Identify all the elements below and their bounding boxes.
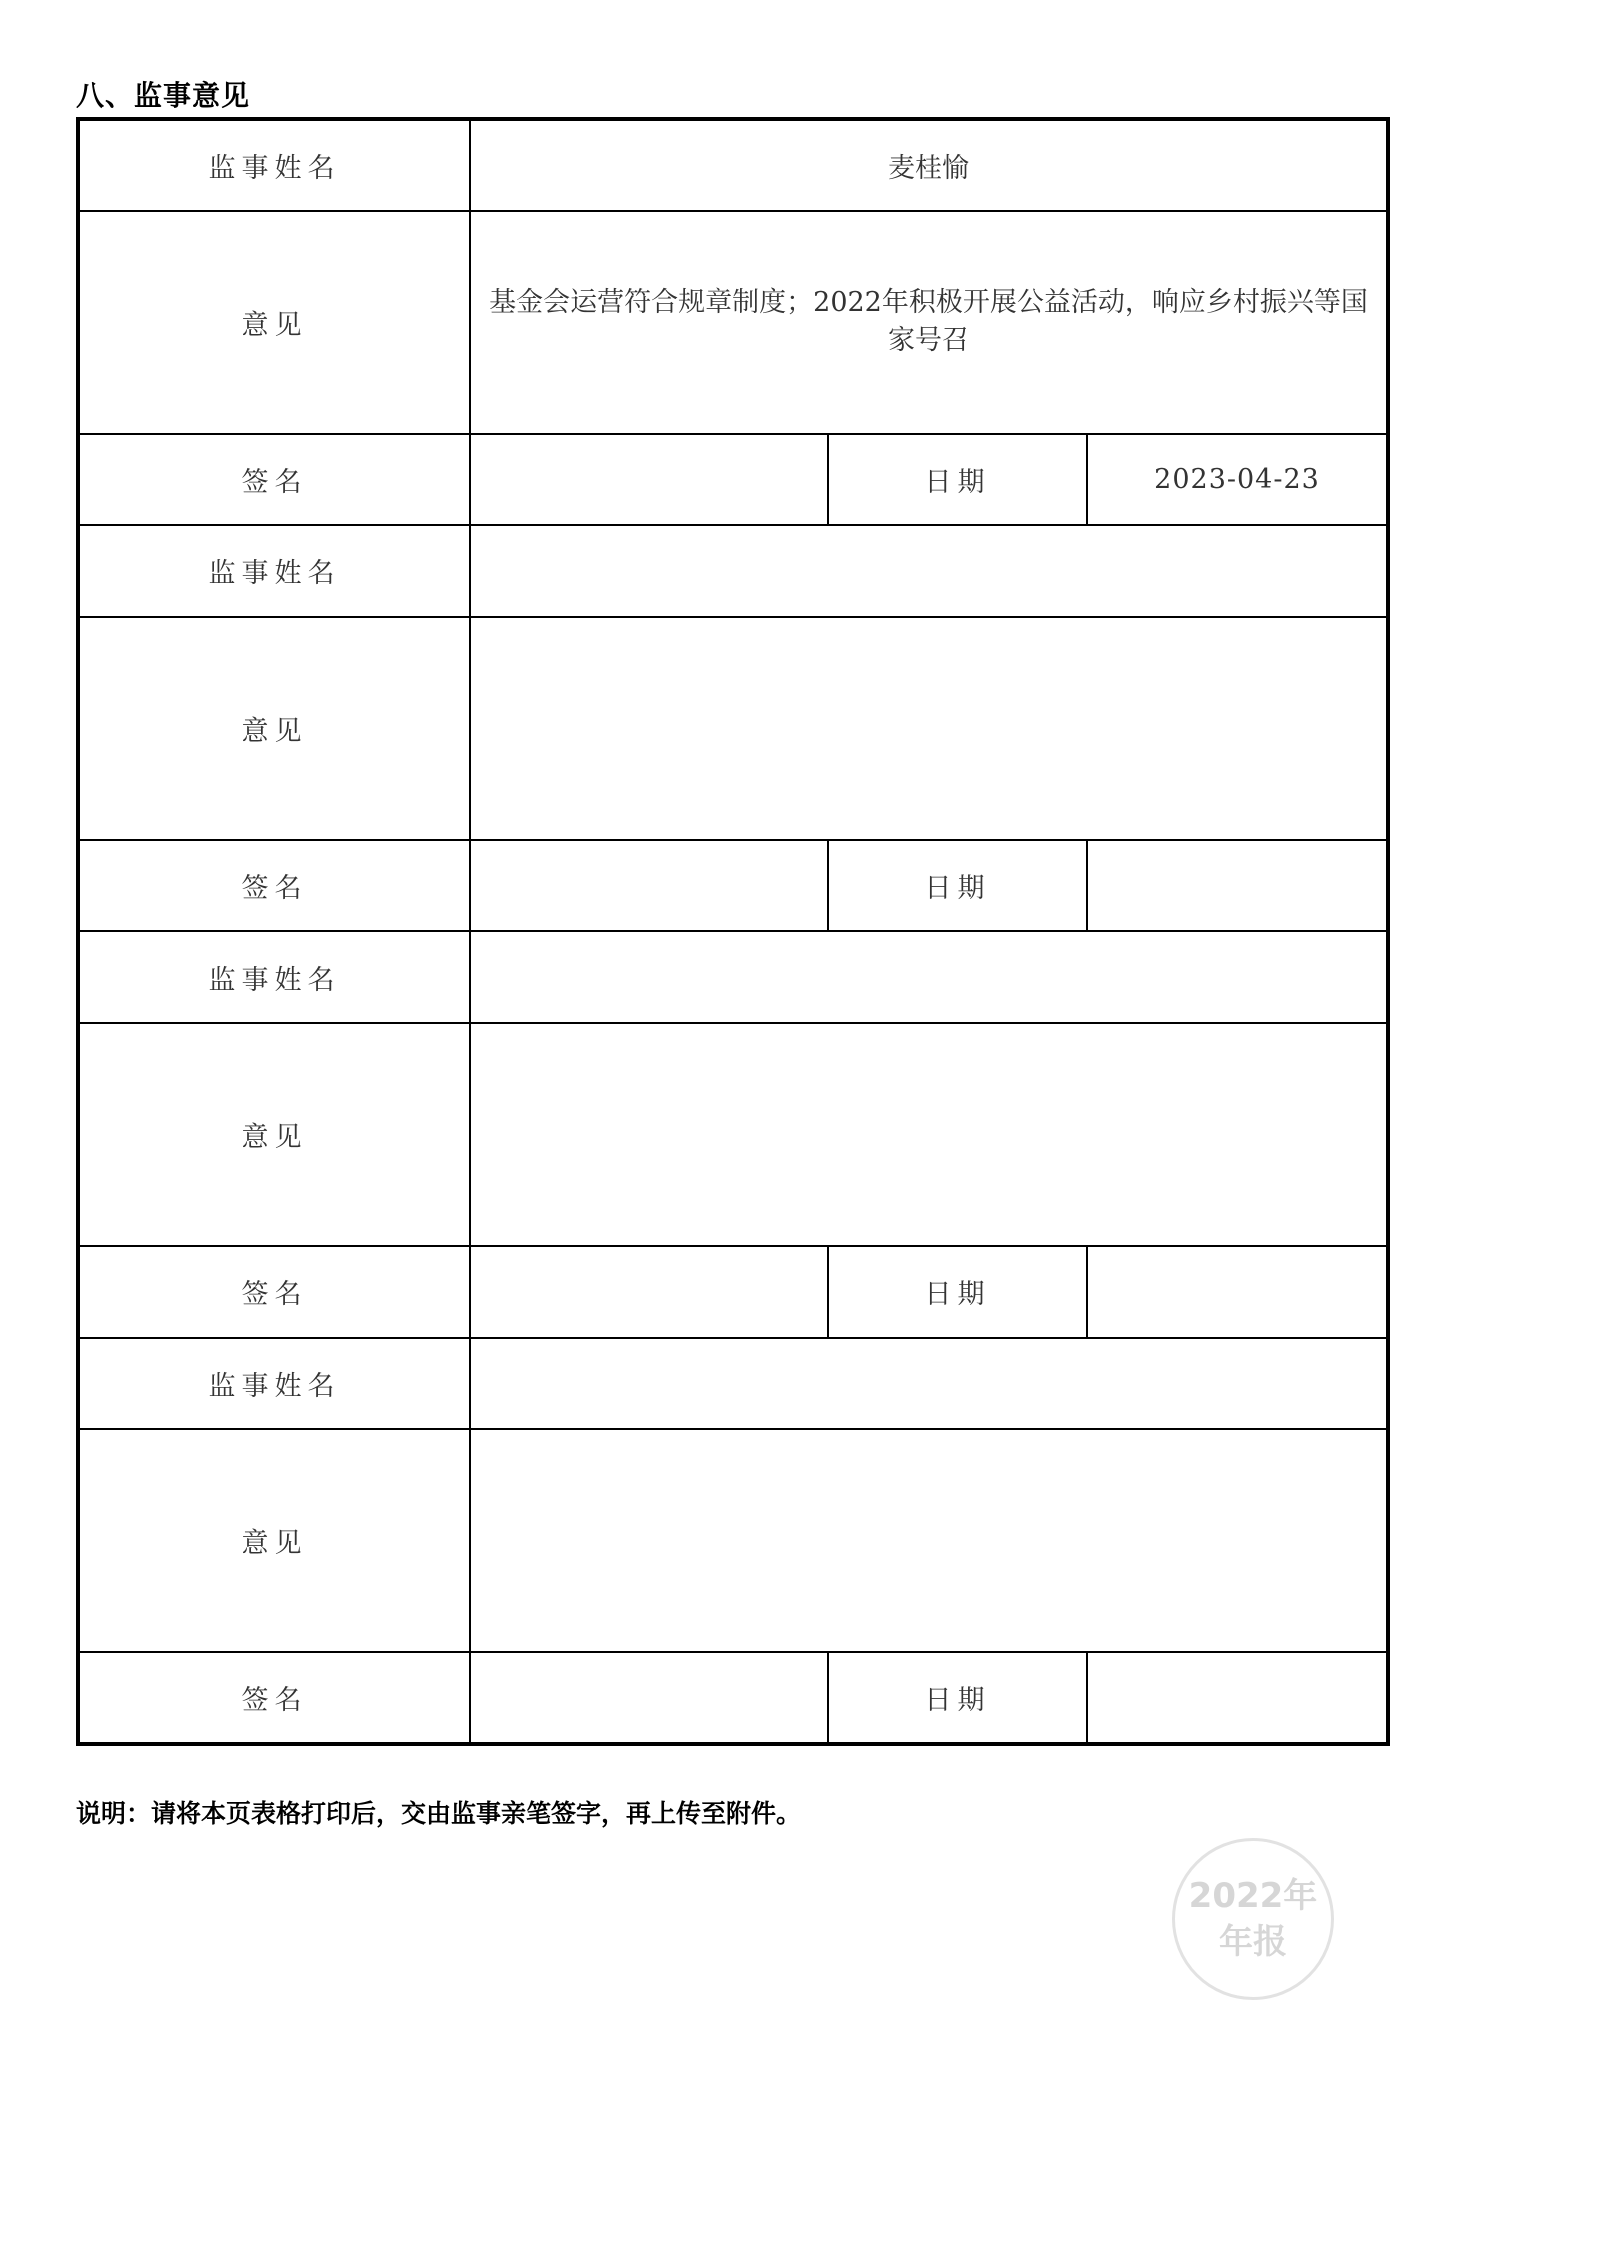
supervisor-4-signature-value xyxy=(470,1652,828,1744)
signature-label: 签名 xyxy=(78,840,470,932)
supervisor-2-opinion-row xyxy=(78,617,1388,840)
supervisor-3-signature-value xyxy=(470,1246,828,1338)
signature-label: 签名 xyxy=(78,434,470,526)
opinion-label: 意见 xyxy=(78,1023,470,1246)
signature-label: 签名 xyxy=(78,1246,470,1338)
supervisor-4-signature-row xyxy=(78,1652,1388,1744)
supervisor-3-signature-row xyxy=(78,1246,1388,1338)
supervisor-4-name-value xyxy=(470,1338,1388,1430)
date-label: 日期 xyxy=(828,840,1087,932)
supervisor-1-opinion-row xyxy=(78,211,1388,434)
supervisor-1-signature-value xyxy=(470,434,828,526)
date-label: 日期 xyxy=(828,1246,1087,1338)
supervisor-4-date-value xyxy=(1087,1652,1388,1744)
annual-report-stamp xyxy=(1172,1838,1334,2000)
supervisor-3-name-value xyxy=(470,931,1388,1023)
supervisor-1-date-value: 2023-04-23 xyxy=(1087,434,1388,526)
supervisor-3-date-value xyxy=(1087,1246,1388,1338)
supervisor-1-signature-row xyxy=(78,434,1388,526)
supervisor-name-label: 监事姓名 xyxy=(78,525,470,617)
supervisor-2-name-value xyxy=(470,525,1388,617)
date-label: 日期 xyxy=(828,1652,1087,1744)
supervisor-4-opinion-value xyxy=(470,1429,1388,1652)
supervisor-3-name-row xyxy=(78,931,1388,1023)
signature-label: 签名 xyxy=(78,1652,470,1744)
opinion-label: 意见 xyxy=(78,211,470,434)
supervisor-4-opinion-row xyxy=(78,1429,1388,1652)
supervisor-1-name-value: 麦桂愉 xyxy=(470,119,1388,211)
supervisor-2-signature-row xyxy=(78,840,1388,932)
stamp-report-text: 年报 xyxy=(1219,1922,1287,1962)
supervisor-name-label: 监事姓名 xyxy=(78,119,470,211)
stamp-year-text: 2022年 xyxy=(1188,1876,1318,1916)
supervisor-3-opinion-row xyxy=(78,1023,1388,1246)
supervisor-2-date-value xyxy=(1087,840,1388,932)
instruction-note: 说明：请将本页表格打印后，交由监事亲笔签字，再上传至附件。 xyxy=(76,1799,802,1828)
supervisor-4-name-row xyxy=(78,1338,1388,1430)
supervisor-opinion-table xyxy=(76,117,1390,1746)
section-title: 八、监事意见 xyxy=(76,79,251,112)
opinion-label: 意见 xyxy=(78,617,470,840)
date-label: 日期 xyxy=(828,434,1087,526)
supervisor-3-opinion-value xyxy=(470,1023,1388,1246)
supervisor-name-label: 监事姓名 xyxy=(78,931,470,1023)
supervisor-1-name-row xyxy=(78,119,1388,211)
supervisor-1-opinion-value: 基金会运营符合规章制度；2022年积极开展公益活动，响应乡村振兴等国家号召 xyxy=(470,211,1388,434)
supervisor-2-name-row xyxy=(78,525,1388,617)
supervisor-2-signature-value xyxy=(470,840,828,932)
supervisor-name-label: 监事姓名 xyxy=(78,1338,470,1430)
supervisor-2-opinion-value xyxy=(470,617,1388,840)
opinion-label: 意见 xyxy=(78,1429,470,1652)
